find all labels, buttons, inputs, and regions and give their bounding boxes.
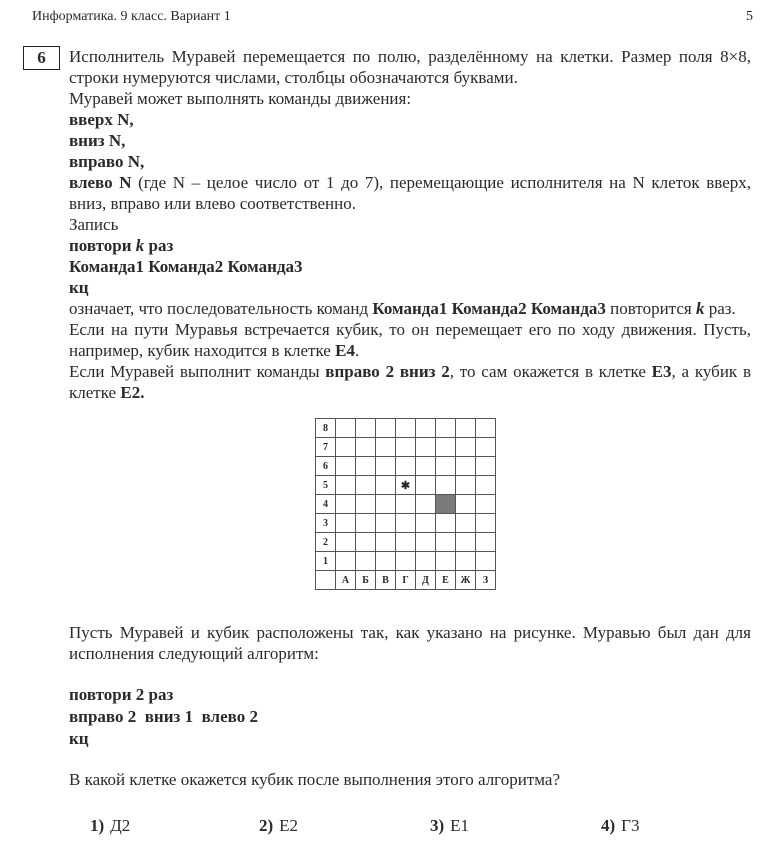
question-text: В какой клетке окажется кубик после выполнения этого алгоритма? (69, 770, 560, 789)
answer-text: Д2 (110, 816, 131, 835)
column-label: Ж (456, 571, 476, 590)
grid-cell (476, 419, 496, 438)
page-header-title: Информатика. 9 класс. Вариант 1 (32, 9, 231, 24)
grid-row (316, 438, 496, 457)
answer-number: 3) (430, 816, 445, 835)
grid-cell (396, 438, 416, 457)
grid-cell (416, 533, 436, 552)
grid-cell (476, 476, 496, 495)
grid-cell (336, 476, 356, 495)
command-description: (где N – целое число от 1 до 7), перемещающие исполнителя на N клеток вверх, вниз, вправо или влево соответственно. (69, 173, 751, 213)
row-label: 8 (316, 419, 336, 438)
grid-cell (376, 533, 396, 552)
example-paragraph (69, 361, 751, 403)
row-label: 2 (316, 533, 336, 552)
grid-cell (356, 476, 376, 495)
grid-cell (376, 552, 396, 571)
grid-cell (456, 419, 476, 438)
answer-text: Г3 (621, 816, 640, 835)
question-number-box: 6 (23, 46, 60, 70)
grid-cell (416, 476, 436, 495)
grid-row (316, 457, 496, 476)
board-grid (315, 418, 496, 590)
grid-cell (436, 457, 456, 476)
column-label: З (476, 571, 496, 590)
row-label: 4 (316, 495, 336, 514)
row-label: 1 (316, 552, 336, 571)
means-text-c: раз. (704, 299, 736, 318)
commands-line: Команда1 Команда2 Команда3 (69, 257, 303, 276)
grid-cell (436, 438, 456, 457)
intro-paragraph: Исполнитель Муравей перемещается по полю, разделённому на клетки. Размер поля 8×8, строки нумеруются числами, столбцы обозначаются буквами. (69, 47, 751, 87)
answer-number: 4) (601, 816, 616, 835)
grid-row (316, 476, 496, 495)
grid-cell (396, 552, 416, 571)
grid-cell (356, 533, 376, 552)
grid-cell (436, 476, 456, 495)
cube-text: Если на пути Муравья встречается кубик, то он перемещает его по ходу движения. Пусть, например, кубик находится в клетке (69, 320, 751, 360)
ant-icon: ✱ (396, 476, 416, 495)
grid-cell (336, 457, 356, 476)
cube-text-end: . (354, 341, 360, 360)
grid-cell (376, 457, 396, 476)
column-label: Г (396, 571, 416, 590)
grid-cell (436, 552, 456, 571)
commands-intro: Муравей может выполнять команды движения: (69, 89, 412, 108)
corner-cell (316, 571, 336, 590)
answer-option-3[interactable] (430, 816, 469, 836)
repeat-k: k (135, 236, 145, 255)
grid-cell (456, 438, 476, 457)
grid-cell (356, 495, 376, 514)
repeat-keyword: повтори (69, 236, 136, 255)
grid-cell (356, 457, 376, 476)
grid-cell (456, 457, 476, 476)
answer-number: 1) (90, 816, 105, 835)
grid-cell (376, 514, 396, 533)
row-label: 7 (316, 438, 336, 457)
grid-cell (436, 514, 456, 533)
command-right: вправо N, (69, 152, 145, 171)
grid-cell (336, 533, 356, 552)
kc-keyword: кц (69, 278, 89, 297)
page-number: 5 (746, 9, 753, 24)
algorithm-line-3: кц (69, 729, 89, 748)
grid-cell (356, 419, 376, 438)
algorithm-line-2: вправо 2 вниз 1 влево 2 (69, 707, 258, 726)
answer-option-1[interactable] (90, 816, 130, 836)
algorithm-block (69, 684, 258, 750)
grid-cell (416, 552, 436, 571)
grid-cell (356, 514, 376, 533)
grid-cell (416, 438, 436, 457)
grid-cell (476, 495, 496, 514)
example-cube-cell: Е2. (120, 383, 145, 402)
grid-cell (476, 533, 496, 552)
column-labels-row (316, 571, 496, 590)
grid-cell (356, 552, 376, 571)
grid-cell (336, 514, 356, 533)
example-text-c: , а кубик в клетке (69, 362, 751, 402)
means-commands: Команда1 Команда2 Команда3 (372, 299, 606, 318)
command-down: вниз N, (69, 131, 126, 150)
grid-cell (396, 457, 416, 476)
grid-cell (396, 419, 416, 438)
means-paragraph (69, 298, 751, 319)
means-text-b: повторится (605, 299, 696, 318)
grid-cell (456, 533, 476, 552)
grid-cell (376, 495, 396, 514)
column-label: А (336, 571, 356, 590)
problem-statement (69, 46, 751, 403)
column-label: Д (416, 571, 436, 590)
column-label: Е (436, 571, 456, 590)
column-label: В (376, 571, 396, 590)
cube-cell: Е4 (335, 341, 355, 360)
grid-cell (456, 495, 476, 514)
means-k: k (695, 299, 705, 318)
grid-row (316, 495, 496, 514)
grid-cell (436, 419, 456, 438)
example-text-b: , то сам окажется в клетке (449, 362, 652, 381)
grid-cell (336, 419, 356, 438)
grid-cell (476, 514, 496, 533)
cube-paragraph (69, 319, 751, 361)
answer-text: Е1 (450, 816, 470, 835)
repeat-times: раз (144, 236, 174, 255)
grid-cell (476, 438, 496, 457)
row-label: 3 (316, 514, 336, 533)
grid-cell (416, 495, 436, 514)
answer-number: 2) (259, 816, 274, 835)
algorithm-line-1: повтори 2 раз (69, 685, 174, 704)
answer-option-4[interactable] (601, 816, 640, 836)
grid-row (316, 552, 496, 571)
record-label: Запись (69, 215, 119, 234)
grid-cell (476, 552, 496, 571)
grid-cell (396, 514, 416, 533)
column-label: Б (356, 571, 376, 590)
grid-cell (356, 438, 376, 457)
grid-cell (456, 514, 476, 533)
answer-option-2[interactable] (259, 816, 298, 836)
means-text-a: означает, что последовательность команд (69, 299, 373, 318)
grid-cell (436, 533, 456, 552)
grid-cell (336, 438, 356, 457)
answer-text: Е2 (279, 816, 299, 835)
grid-cell (396, 495, 416, 514)
command-left: влево N (69, 173, 132, 192)
grid-cell (416, 419, 436, 438)
grid-cell (476, 457, 496, 476)
grid-cell (456, 476, 476, 495)
grid-row (316, 514, 496, 533)
grid-cell (396, 533, 416, 552)
grid-cell (336, 552, 356, 571)
row-label: 5 (316, 476, 336, 495)
grid-cell (376, 419, 396, 438)
grid-row (316, 533, 496, 552)
grid-cell (336, 495, 356, 514)
grid-cell (376, 476, 396, 495)
cube-cell (436, 495, 456, 514)
example-ant-cell: Е3 (651, 362, 672, 381)
repeat-construct (69, 235, 751, 256)
task-text: Пусть Муравей и кубик расположены так, как указано на рисунке. Муравью был дан для исполнения следующий алгоритм: (69, 623, 751, 663)
row-label: 6 (316, 457, 336, 476)
grid-cell (416, 514, 436, 533)
command-up: вверх N, (69, 110, 134, 129)
grid-cell (456, 552, 476, 571)
example-commands: вправо 2 вниз 2 (325, 362, 450, 381)
grid-cell (376, 438, 396, 457)
grid-cell (416, 457, 436, 476)
example-text-a: Если Муравей выполнит команды (69, 362, 326, 381)
grid-row (316, 419, 496, 438)
